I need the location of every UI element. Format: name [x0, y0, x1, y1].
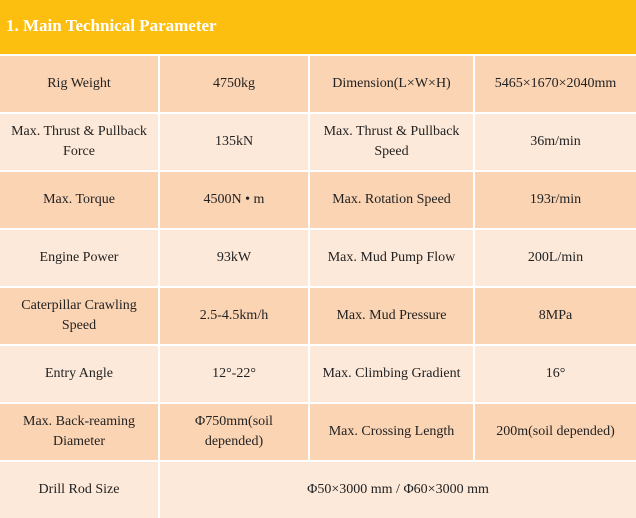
table-row — [0, 114, 636, 172]
param-label: Max. Torque — [0, 172, 160, 230]
param-value: 16° — [475, 346, 636, 404]
param-value: 8MPa — [475, 288, 636, 346]
param-label: Rig Weight — [0, 56, 160, 114]
param-label: Entry Angle — [0, 346, 160, 404]
param-value: 5465×1670×2040mm — [475, 56, 636, 114]
table-row — [0, 404, 636, 462]
table-row — [0, 346, 636, 404]
table-row — [0, 288, 636, 346]
param-label: Engine Power — [0, 230, 160, 288]
param-label: Max. Climbing Gradient — [310, 346, 475, 404]
param-value: 200m(soil depended) — [475, 404, 636, 462]
param-label: Caterpillar Crawling Speed — [0, 288, 160, 346]
param-value: 36m/min — [475, 114, 636, 172]
param-label: Max. Mud Pump Flow — [310, 230, 475, 288]
section-header — [0, 0, 636, 54]
param-value: 4500N • m — [160, 172, 310, 230]
param-label: Max. Thrust & Pullback Force — [0, 114, 160, 172]
param-value: Φ750mm(soil depended) — [160, 404, 310, 462]
param-value: 93kW — [160, 230, 310, 288]
parameter-table — [0, 56, 636, 518]
section-title: 1. Main Technical Parameter — [6, 16, 217, 35]
param-value: 2.5-4.5km/h — [160, 288, 310, 346]
table-row — [0, 230, 636, 288]
param-label: Max. Rotation Speed — [310, 172, 475, 230]
table-row — [0, 56, 636, 114]
param-value: 135kN — [160, 114, 310, 172]
drill-rod-value: Φ50×3000 mm / Φ60×3000 mm — [160, 462, 636, 518]
param-label: Max. Mud Pressure — [310, 288, 475, 346]
param-label: Max. Back-reaming Diameter — [0, 404, 160, 462]
drill-rod-label: Drill Rod Size — [0, 462, 160, 518]
param-value: 200L/min — [475, 230, 636, 288]
table-row-drill-rod — [0, 462, 636, 518]
table-row — [0, 172, 636, 230]
param-label: Dimension(L×W×H) — [310, 56, 475, 114]
param-value: 12°-22° — [160, 346, 310, 404]
param-label: Max. Crossing Length — [310, 404, 475, 462]
param-value: 4750kg — [160, 56, 310, 114]
param-value: 193r/min — [475, 172, 636, 230]
param-label: Max. Thrust & Pullback Speed — [310, 114, 475, 172]
